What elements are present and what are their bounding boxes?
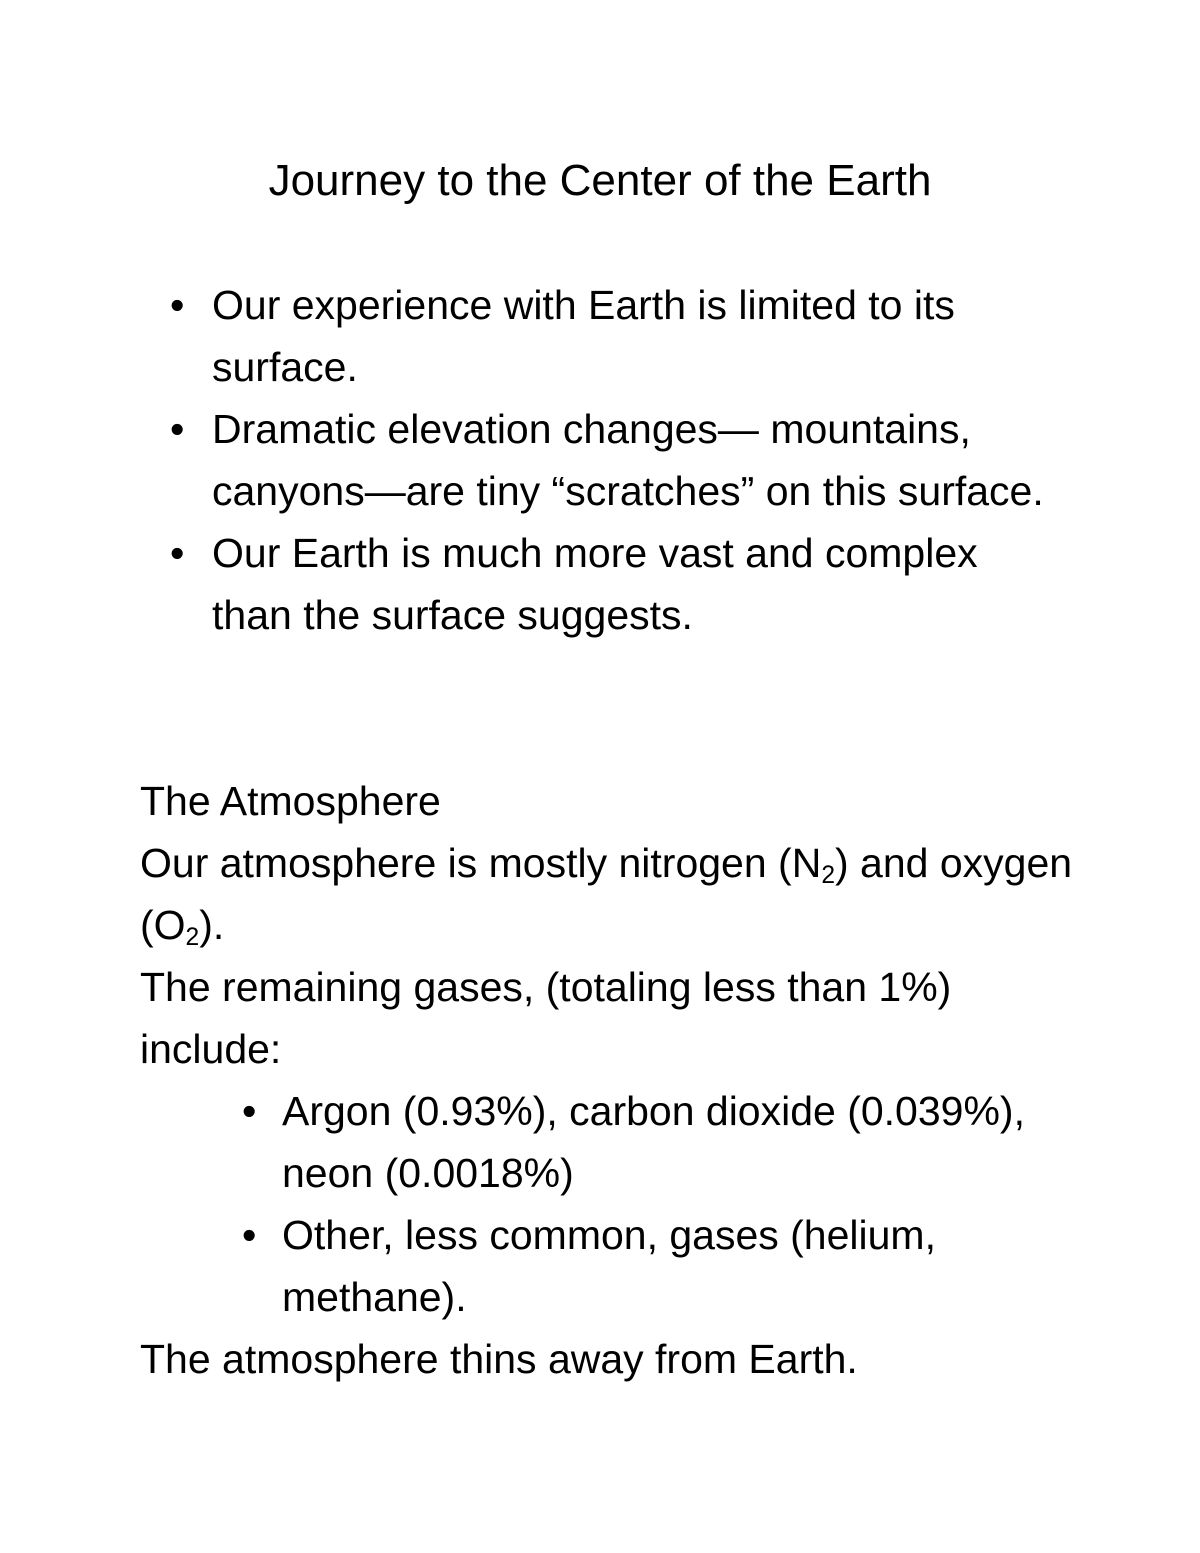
page-title: Journey to the Center of the Earth [268, 156, 932, 205]
composition-paragraph [140, 832, 1080, 956]
oxygen-subscript: 2 [185, 924, 200, 952]
atmosphere-section [140, 770, 1080, 1390]
gas-bullet-item: • Argon (0.93%), carbon dioxide (0.039%), neon (0.0018%) [242, 1080, 1080, 1204]
intro-bullet-item: • Dramatic elevation changes— mountains, canyons—are tiny “scratches” on this surface. [170, 398, 1050, 522]
composition-suffix: ). [199, 902, 225, 948]
closing-paragraph: The atmosphere thins away from Earth. [140, 1336, 858, 1382]
remaining-gases-paragraph: The remaining gases, (totaling less than 1%) include: [140, 964, 952, 1072]
intro-bullet-list [170, 274, 1050, 646]
composition-middle: ) and oxygen (O [140, 840, 1073, 948]
gas-bullet-list [140, 1080, 1080, 1328]
gas-bullet-item: • Other, less common, gases (helium, methane). [242, 1204, 1080, 1328]
intro-bullet-item: • Our experience with Earth is limited to its surface. [170, 274, 1050, 398]
section-heading: The Atmosphere [140, 778, 441, 824]
nitrogen-subscript: 2 [821, 862, 835, 890]
intro-bullet-item: • Our Earth is much more vast and complex than the surface suggests. [170, 522, 1050, 646]
composition-prefix: Our atmosphere is mostly nitrogen (N [140, 840, 822, 886]
